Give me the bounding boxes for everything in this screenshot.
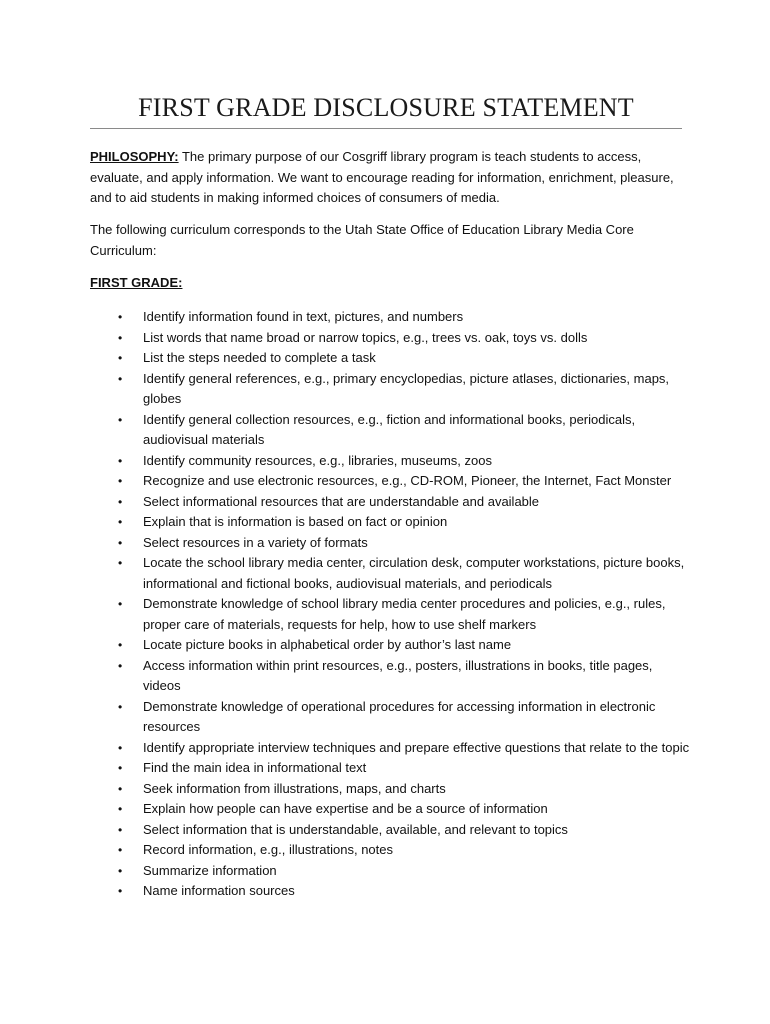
list-item (90, 840, 690, 861)
bullet-icon: • (118, 843, 123, 857)
list-item (90, 635, 690, 656)
list-item (90, 533, 690, 554)
list-item-text: Find the main idea in informational text (143, 760, 367, 775)
list-item-text: Seek information from illustrations, maps, and charts (143, 780, 446, 796)
bullet-icon: • (118, 638, 123, 652)
list-item-text: Explain how people can have expertise and be a source of information (143, 801, 548, 816)
curriculum-list (90, 307, 690, 902)
list-item-text: Select information that is understandable, available, and relevant to topics (143, 821, 568, 837)
list-item (90, 594, 690, 635)
list-item (90, 307, 690, 328)
bullet-icon: • (118, 351, 123, 365)
bullet-icon: • (118, 802, 123, 816)
list-item-text: Locate the school library media center, circulation desk, computer workstations, picture books, informational and fictional books, audiovisual materials, and periodicals (143, 555, 685, 591)
bullet-icon: • (118, 474, 123, 488)
list-item-text: Identify information found in text, pictures, and numbers (143, 309, 464, 324)
curriculum-note: The following curriculum corresponds to the Utah State Office of Education Library Media Core Curriculum: (90, 222, 634, 258)
document-title: FIRST GRADE DISCLOSURE STATEMENT (138, 93, 634, 122)
list-item-text: Name information sources (143, 883, 295, 898)
list-item (90, 553, 690, 594)
list-item-text: Identify general collection resources, e.g., fiction and informational books, periodicals, audiovisual materials (143, 411, 636, 447)
list-item-text: Identify appropriate interview techniques and prepare effective questions that relate to the topic (143, 739, 690, 755)
list-item-text: Record information, e.g., illustrations, notes (143, 842, 394, 857)
bullet-icon: • (118, 371, 123, 386)
list-item (90, 410, 690, 451)
bullet-icon: • (118, 597, 123, 611)
list-item-text: List words that name broad or narrow topics, e.g., trees vs. oak, toys vs. dolls (143, 329, 588, 345)
philosophy-paragraph (90, 147, 685, 209)
bullet-icon: • (118, 453, 123, 468)
list-item (90, 451, 690, 472)
list-item (90, 861, 690, 882)
bullet-icon: • (118, 494, 123, 509)
bullet-icon: • (118, 740, 123, 755)
list-item-text: Access information within print resources, e.g., posters, illustrations in books, title pages, videos (143, 657, 653, 693)
bullet-icon: • (118, 310, 123, 324)
list-item (90, 758, 690, 779)
list-item (90, 656, 690, 697)
bullet-icon: • (118, 658, 123, 673)
list-item-text: Explain that is information is based on fact or opinion (143, 514, 448, 529)
list-item-text: Locate picture books in alphabetical order by author’s last name (143, 637, 512, 652)
bullet-icon: • (118, 535, 123, 550)
list-item (90, 820, 690, 841)
list-item (90, 492, 690, 513)
list-item (90, 328, 690, 349)
philosophy-text: The primary purpose of our Cosgriff library program is teach students to access, evaluate, and apply information. We want to encourage reading for information, enrichment, pleasure, and to aid students in making informed choices of consumers of media. (90, 149, 674, 205)
list-item-text: List the steps needed to complete a task (143, 350, 376, 365)
list-item-text: Recognize and use electronic resources, e.g., CD-ROM, Pioneer, the Internet, Fact Monster (143, 473, 672, 488)
list-item-text: Select resources in a variety of formats (143, 534, 368, 550)
bullet-icon: • (118, 515, 123, 529)
list-item-text: Identify community resources, e.g., libraries, museums, zoos (143, 452, 492, 468)
list-item (90, 738, 690, 759)
list-item (90, 512, 690, 533)
list-item (90, 779, 690, 800)
list-item-text: Demonstrate knowledge of operational procedures for accessing information in electronic resources (143, 698, 656, 734)
list-item-text: Summarize information (143, 862, 277, 878)
bullet-icon: • (118, 330, 123, 345)
list-item-text: Identify general references, e.g., primary encyclopedias, picture atlases, dictionaries, maps, globes (143, 370, 670, 406)
bullet-icon: • (118, 699, 123, 714)
bullet-icon: • (118, 884, 123, 898)
bullet-icon: • (118, 556, 123, 570)
philosophy-label: PHILOSOPHY: (90, 149, 179, 164)
list-item (90, 348, 690, 369)
bullet-icon: • (118, 822, 123, 837)
list-item-text: Demonstrate knowledge of school library media center procedures and policies, e.g., rules, proper care of materials, requests for help, how to use shelf markers (143, 596, 666, 632)
title-divider (90, 128, 682, 129)
list-item (90, 369, 690, 410)
list-item (90, 799, 690, 820)
list-item (90, 471, 690, 492)
list-item (90, 697, 690, 738)
section-heading: FIRST GRADE: (90, 275, 183, 290)
list-item-text: Select informational resources that are understandable and available (143, 493, 540, 509)
bullet-icon: • (118, 761, 123, 775)
list-item (90, 881, 690, 902)
bullet-icon: • (118, 781, 123, 796)
bullet-icon: • (118, 863, 123, 878)
bullet-icon: • (118, 412, 123, 427)
